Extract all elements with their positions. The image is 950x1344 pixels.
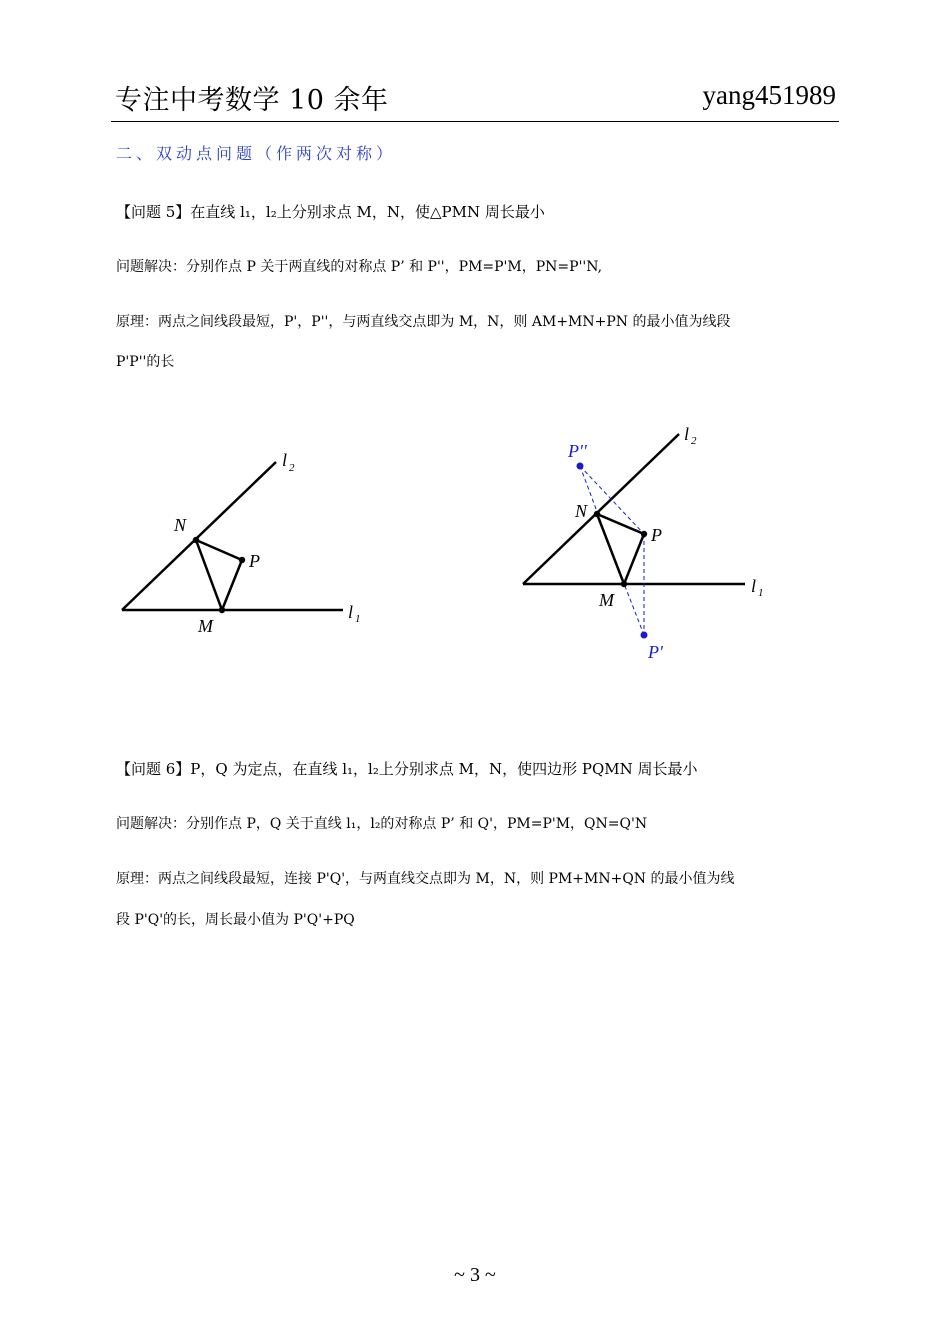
label-l2-sub: 2 bbox=[289, 462, 295, 474]
line-l2 bbox=[523, 434, 679, 584]
label-m: M bbox=[599, 590, 614, 610]
point-n bbox=[594, 511, 600, 517]
problem6-title: 【问题 6】P，Q 为定点，在直线 l₁，l₂上分别求点 M，N，使四边形 PQMN 周长最小 bbox=[116, 760, 698, 778]
label-l1: l bbox=[348, 602, 354, 622]
label-l2: l bbox=[282, 450, 288, 470]
problem6-principle-1: 原理：两点之间线段最短，连接 P'Q'，与两直线交点即为 M，N，则 PM+MN+QN 的最小值为线 bbox=[116, 871, 735, 887]
header-title: 专注中考数学 10 余年 bbox=[115, 85, 389, 116]
label-p: P bbox=[249, 551, 260, 571]
triangle-pmn bbox=[597, 514, 644, 584]
label-n: N bbox=[174, 515, 187, 535]
label-n: N bbox=[575, 501, 588, 521]
problem6-principle-2: 段 P'Q'的长，周长最小值为 P'Q'+PQ bbox=[116, 912, 355, 928]
label-l1-sub: 1 bbox=[355, 613, 361, 625]
problem5-principle-1: 原理：两点之间线段最短，P'，P''，与两直线交点即为 M，N，则 AM+MN+PN 的最小值为线段 bbox=[116, 314, 731, 330]
label-l2-sub: 2 bbox=[691, 435, 697, 447]
label-p: P bbox=[651, 525, 662, 545]
label-l1: l bbox=[751, 576, 757, 596]
point-p-prime bbox=[641, 632, 648, 639]
label-p-prime: P' bbox=[648, 642, 663, 662]
section-title: 二、双动点问题（作两次对称） bbox=[116, 144, 397, 163]
page-number: ~ 3 ~ bbox=[454, 1264, 496, 1286]
problem5-principle-2: P'P''的长 bbox=[116, 354, 175, 370]
label-p-double-prime: P'' bbox=[568, 441, 587, 461]
label-l2: l bbox=[684, 424, 690, 444]
problem6-solution: 问题解决：分别作点 P，Q 关于直线 l₁，l₂的对称点 P’ 和 Q'，PM=P'M，QN=Q'N bbox=[116, 816, 648, 832]
label-l1-sub: 1 bbox=[758, 587, 764, 599]
point-m bbox=[621, 581, 627, 587]
header-author: yang451989 bbox=[702, 80, 836, 110]
point-p-double-prime bbox=[577, 463, 584, 470]
problem5-title: 【问题 5】在直线 l₁，l₂上分别求点 M，N，使△PMN 周长最小 bbox=[116, 203, 545, 221]
label-m: M bbox=[198, 616, 213, 636]
point-p bbox=[641, 531, 647, 537]
problem5-solution: 问题解决：分别作点 P 关于两直线的对称点 P’ 和 P''，PM=P'M，PN=P''N, bbox=[116, 259, 603, 275]
